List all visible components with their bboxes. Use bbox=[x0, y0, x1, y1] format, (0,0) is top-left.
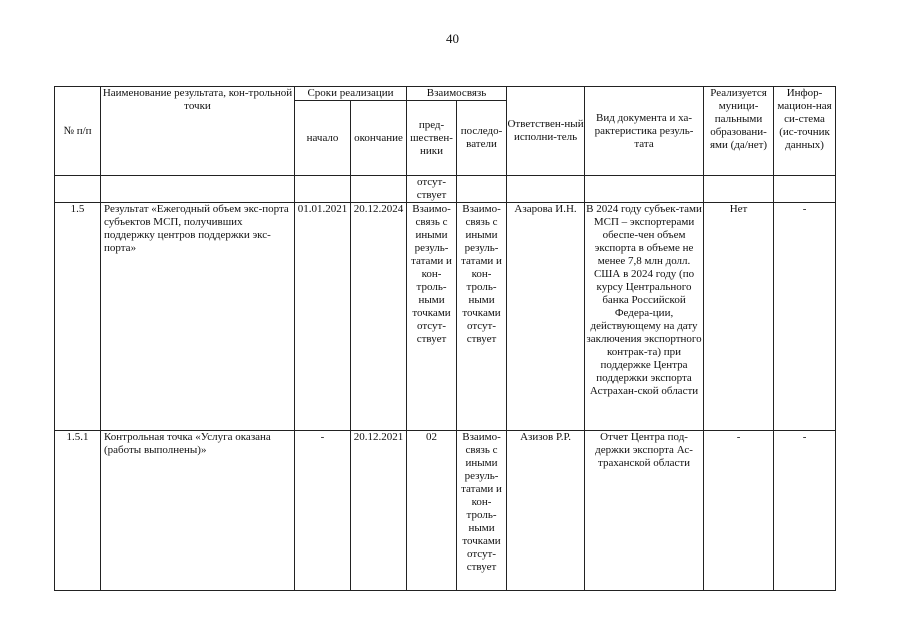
row-successors: Взаимо-связь с иными резуль-татами и кон-троль-ными точками отсут-ствует bbox=[457, 203, 507, 431]
row-end bbox=[351, 176, 407, 203]
plan-table bbox=[54, 86, 836, 591]
header-end: окончание bbox=[351, 101, 407, 176]
header-responsible: Ответствен-ный исполни-тель bbox=[507, 87, 585, 176]
table-row bbox=[55, 431, 836, 591]
row-info-system: - bbox=[774, 203, 836, 431]
table-row bbox=[55, 176, 836, 203]
header-num: № п/п bbox=[55, 87, 101, 176]
header-successors: последо-ватели bbox=[457, 101, 507, 176]
row-end: 20.12.2024 bbox=[351, 203, 407, 431]
row-start: - bbox=[295, 431, 351, 591]
row-end: 20.12.2021 bbox=[351, 431, 407, 591]
row-municipal: Нет bbox=[704, 203, 774, 431]
header-start: начало bbox=[295, 101, 351, 176]
row-successors bbox=[457, 176, 507, 203]
header-doc-type: Вид документа и ха-рактеристика резуль-тата bbox=[585, 87, 704, 176]
row-start: 01.01.2021 bbox=[295, 203, 351, 431]
row-start bbox=[295, 176, 351, 203]
row-info-system bbox=[774, 176, 836, 203]
row-municipal bbox=[704, 176, 774, 203]
row-name bbox=[101, 176, 295, 203]
header-deadlines: Сроки реализации bbox=[295, 87, 407, 101]
row-doc-type: Отчет Центра под-держки экспорта Ас-траханской области bbox=[585, 431, 704, 591]
page-number: 40 bbox=[446, 31, 459, 46]
row-municipal: - bbox=[704, 431, 774, 591]
row-predecessors: Взаимо-связь с иными резуль-татами и кон-троль-ными точками отсут-ствует bbox=[407, 203, 457, 431]
header-municipal: Реализуется муници-пальными образовани-ями (да/нет) bbox=[704, 87, 774, 176]
row-successors: Взаимо-связь с иными резуль-татами и кон-троль-ными точками отсут-ствует bbox=[457, 431, 507, 591]
row-name: Контрольная точка «Услуга оказана (работы выполнены)» bbox=[101, 431, 295, 591]
header-predecessors: пред-шествен-ники bbox=[407, 101, 457, 176]
header-row-1 bbox=[55, 87, 836, 101]
row-num: 1.5 bbox=[55, 203, 101, 431]
row-doc-type: В 2024 году субъек-тами МСП – экспортерами обеспе-чен объем экспорта в объеме не менее 7,8 млн долл. США в 2024 году (по курсу Центрального банка Российской Федера-ции, действующему на дату заключения экспортного контрак-та) при поддержке Центра поддержки экспорта Астрахан-ской области bbox=[585, 203, 704, 431]
row-name: Результат «Ежегодный объем экс-порта субъектов МСП, получивших поддержку центров поддержки экс-порта» bbox=[101, 203, 295, 431]
row-responsible: Азарова И.Н. bbox=[507, 203, 585, 431]
row-predecessors: отсут-ствует bbox=[407, 176, 457, 203]
row-responsible bbox=[507, 176, 585, 203]
table-row bbox=[55, 203, 836, 431]
row-num bbox=[55, 176, 101, 203]
row-num: 1.5.1 bbox=[55, 431, 101, 591]
row-predecessors: 02 bbox=[407, 431, 457, 591]
row-doc-type bbox=[585, 176, 704, 203]
row-responsible: Азизов Р.Р. bbox=[507, 431, 585, 591]
row-info-system: - bbox=[774, 431, 836, 591]
header-name: Наименование результата, кон-трольной точки bbox=[101, 87, 295, 176]
header-relation: Взаимосвязь bbox=[407, 87, 507, 101]
header-info-system: Инфор-мацион-ная си-стема (ис-точник данных) bbox=[774, 87, 836, 176]
